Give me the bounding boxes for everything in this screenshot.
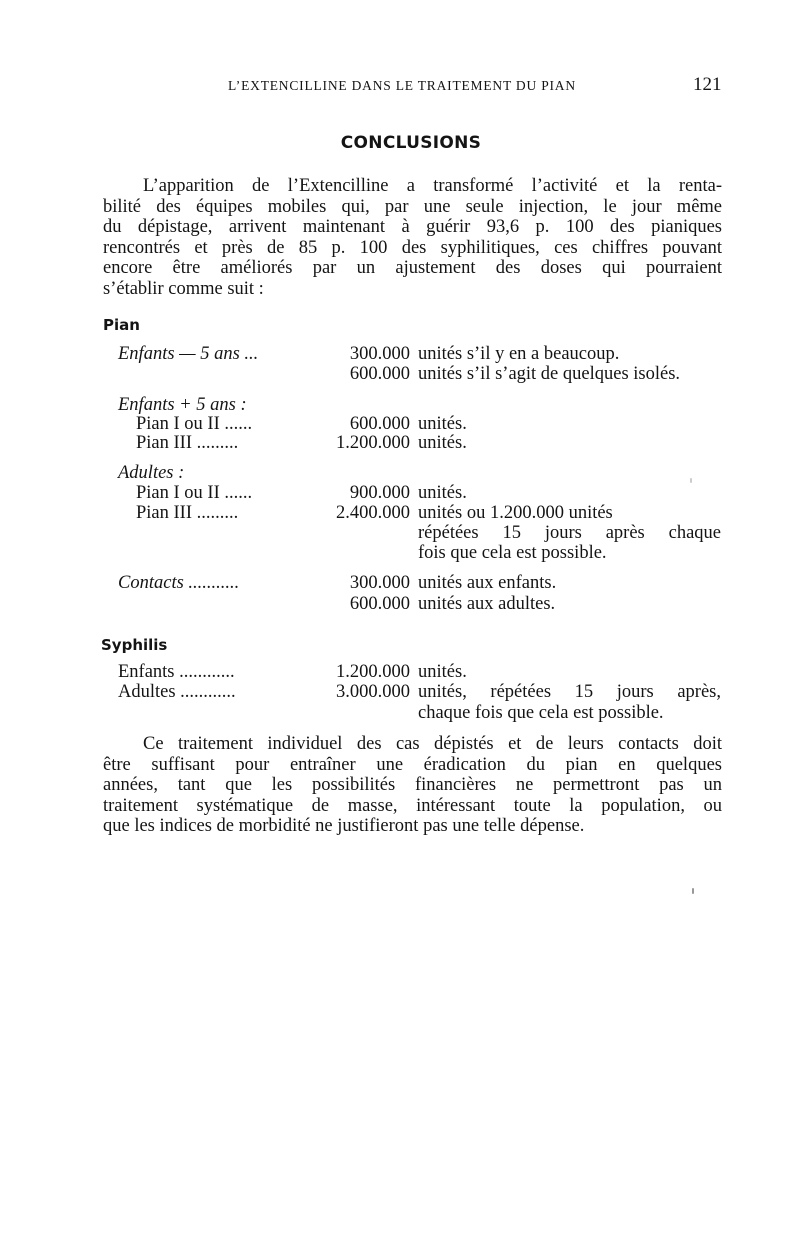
row-label: Pian III ......... (136, 503, 239, 523)
table-row (0, 594, 800, 614)
table-row (0, 543, 800, 563)
row-label: Enfants + 5 ans : (118, 395, 247, 415)
closing-line: Ce traitement individuel des cas dépistés et de leurs contacts doit (143, 734, 722, 754)
closing-line: être suffisant pour entraîner une éradication du pian en quelques (103, 754, 722, 775)
row-description: unités aux adultes. (418, 594, 556, 614)
row-description: unités, répétées 15 jours après, (418, 682, 721, 702)
row-label: Adultes : (118, 463, 185, 483)
row-amount: 3.000.000 (336, 682, 410, 702)
row-amount: 300.000 (349, 573, 410, 593)
table-row (0, 503, 800, 523)
row-amount: 600.000 (349, 414, 410, 434)
intro-paragraph (103, 176, 722, 299)
table-row (0, 662, 800, 682)
closing-line: traitement systématique de masse, intéressant toute la population, ou (103, 795, 722, 816)
closing-line: que les indices de morbidité ne justifieront pas une telle dépense. (103, 816, 585, 836)
intro-line: s’établir comme suit : (103, 278, 264, 299)
row-description: unités. (418, 433, 467, 453)
intro-line: du dépistage, arrivent maintenant à guérir 93,6 p. 100 des pianiques (103, 217, 722, 237)
row-amount: 1.200.000 (336, 662, 410, 682)
row-label: Pian I ou II ...... (136, 483, 253, 503)
row-amount: 900.000 (349, 483, 410, 503)
table-row (0, 523, 800, 543)
table-row (0, 433, 800, 453)
row-amount: 1.200.000 (336, 433, 410, 453)
row-description: unités s’il s’agit de quelques isolés. (418, 364, 681, 384)
row-label: Adultes ............ (118, 682, 236, 702)
row-label: Contacts ........... (118, 573, 240, 593)
row-description: unités. (418, 483, 467, 503)
paper-speck (692, 888, 694, 894)
row-description: unités ou 1.200.000 unités (418, 503, 613, 523)
row-amount: 2.400.000 (336, 503, 410, 523)
intro-line: bilité des équipes mobiles qui, par une seule injection, le jour même (103, 196, 722, 217)
row-description: répétées 15 jours après chaque (418, 523, 721, 543)
paper-speck (690, 478, 692, 483)
row-description: fois que cela est possible. (418, 543, 607, 563)
table-row (0, 364, 800, 384)
row-description: unités. (418, 662, 467, 682)
table-row (0, 703, 800, 723)
intro-line: L’apparition de l’Extencilline a transformé l’activité et la renta- (143, 176, 722, 196)
page-number: 121 (693, 74, 722, 95)
closing-line: années, tant que les possibilités financières ne permettront pas un (103, 775, 722, 795)
syphilis-section-title: Syphilis (101, 636, 168, 654)
row-amount: 300.000 (349, 344, 410, 364)
closing-paragraph (103, 734, 722, 837)
row-description: unités s’il y en a beaucoup. (418, 344, 620, 364)
row-description: chaque fois que cela est possible. (418, 703, 664, 723)
row-amount: 600.000 (349, 364, 410, 384)
table-row (0, 414, 800, 434)
table-row (0, 682, 800, 702)
row-label: Pian I ou II ...... (136, 414, 253, 434)
row-description: unités aux enfants. (418, 573, 557, 593)
table-row (0, 344, 800, 364)
table-row (0, 395, 800, 415)
intro-line: encore être améliorés par un ajustement des doses qui pourraient (103, 258, 722, 278)
row-label: Pian III ......... (136, 433, 239, 453)
intro-line: rencontrés et près de 85 p. 100 des syphilitiques, ces chiffres pouvant (103, 237, 722, 258)
section-heading: CONCLUSIONS (340, 133, 482, 153)
row-label: Enfants — 5 ans ... (118, 344, 259, 364)
row-amount: 600.000 (349, 594, 410, 614)
pian-section-title: Pian (103, 316, 140, 334)
row-description: unités. (418, 414, 467, 434)
table-row (0, 483, 800, 503)
table-row (0, 463, 800, 483)
running-head: L’EXTENCILLINE DANS LE TRAITEMENT DU PIAN (228, 78, 576, 93)
row-label: Enfants ............ (118, 662, 235, 682)
table-row (0, 573, 800, 593)
